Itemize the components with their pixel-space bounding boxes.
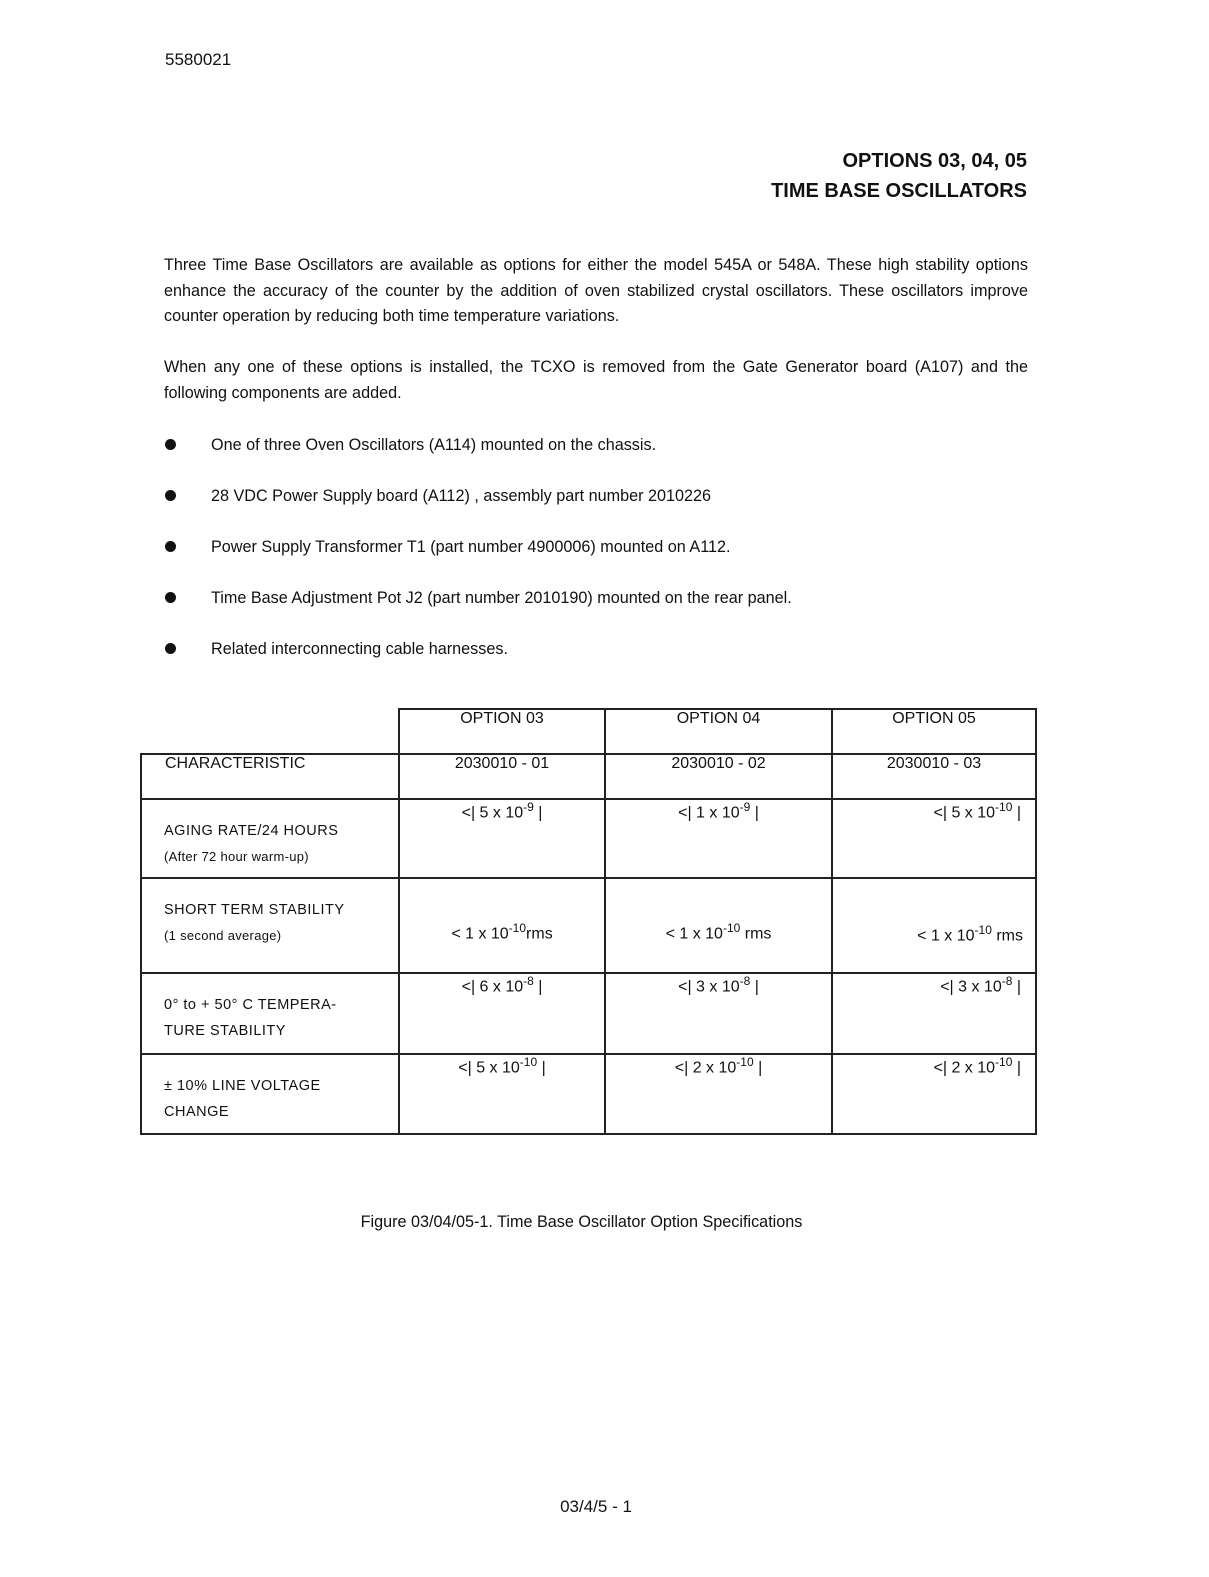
component-list (164, 430, 792, 685)
characteristic-cell: SHORT TERM STABILITY (1 second average) (141, 878, 399, 973)
bullet-icon (165, 541, 176, 552)
figure-caption: Figure 03/04/05-1. Time Base Oscillator Option Specifications (360, 1213, 803, 1231)
value-cell: < 1 x $10^{-10}rms$ (399, 878, 605, 973)
part-number-row (141, 754, 1036, 799)
value-cell: <| 6 x $10^{-8}$ | (399, 973, 605, 1054)
value-cell: <| 3 x $10^{-8}$ | (605, 973, 832, 1054)
value-cell: <| 5 x $10^{-9}$ | (399, 799, 605, 878)
part-number-03: 2030010 - 01 (399, 754, 605, 799)
value-cell: <| 5 x $10^{-10}$ | (399, 1054, 605, 1134)
option-05-header: OPTION 05 (832, 709, 1036, 754)
title-line-1: OPTIONS 03, 04, 05 (842, 150, 1027, 172)
option-03-header: OPTION 03 (399, 709, 605, 754)
characteristic-cell: ± 10% LINE VOLTAGE CHANGE (141, 1054, 399, 1134)
value-cell: <| 5 x $10^{-10}$ | (832, 799, 1036, 878)
value-cell: <| 3 x $10^{-8}$ | (832, 973, 1036, 1054)
table-row (141, 973, 1036, 1054)
list-item: 28 VDC Power Supply board (A112) , assembly part number 2010226 (164, 481, 792, 532)
value-cell: <| 2 x $10^{-10}$ | (832, 1054, 1036, 1134)
page-number: 03/4/5 - 1 (560, 1497, 632, 1516)
table-row (141, 878, 1036, 973)
list-item: Time Base Adjustment Pot J2 (part number 2010190) mounted on the rear panel. (164, 583, 792, 634)
table-row (141, 799, 1036, 878)
characteristic-cell: 0° to + 50° C TEMPERA- TURE STABILITY (141, 973, 399, 1054)
document-number: 5580021 (165, 50, 232, 69)
value-cell: < 1 x $10^{-10}$ rms (832, 878, 1036, 973)
page-title (771, 146, 1027, 206)
characteristic-header: CHARACTERISTIC (141, 754, 399, 799)
specifications-table (140, 708, 1037, 1135)
option-04-header: OPTION 04 (605, 709, 832, 754)
table-row (141, 1054, 1036, 1134)
list-item: Power Supply Transformer T1 (part number 4900006) mounted on A112. (164, 532, 792, 583)
table-corner (141, 709, 399, 754)
bullet-icon (165, 592, 176, 603)
part-number-05: 2030010 - 03 (832, 754, 1036, 799)
part-number-04: 2030010 - 02 (605, 754, 832, 799)
bullet-icon (165, 439, 176, 450)
intro-paragraph: Three Time Base Oscillators are available as options for either the model 545A or 548A. These high stability options enhance the accuracy of the counter by the addition of oven stabilized crystal oscillators. These oscillators improve counter operation by reducing both time temperature variations. (164, 256, 1028, 325)
bullet-icon (165, 643, 176, 654)
installation-paragraph: When any one of these options is installed, the TCXO is removed from the Gate Generator board (A107) and the following components are added. (164, 358, 1028, 402)
list-item: One of three Oven Oscillators (A114) mounted on the chassis. (164, 430, 792, 481)
characteristic-cell: AGING RATE/24 HOURS (After 72 hour warm-up) (141, 799, 399, 878)
title-line-2: TIME BASE OSCILLATORS (771, 180, 1027, 202)
value-cell: <| 1 x $10^{-9}$ | (605, 799, 832, 878)
list-item: Related interconnecting cable harnesses. (164, 634, 792, 685)
value-cell: < 1 x $10^{-10}$ rms (605, 878, 832, 973)
value-cell: <| 2 x $10^{-10}$ | (605, 1054, 832, 1134)
bullet-icon (165, 490, 176, 501)
option-header-row (141, 709, 1036, 754)
